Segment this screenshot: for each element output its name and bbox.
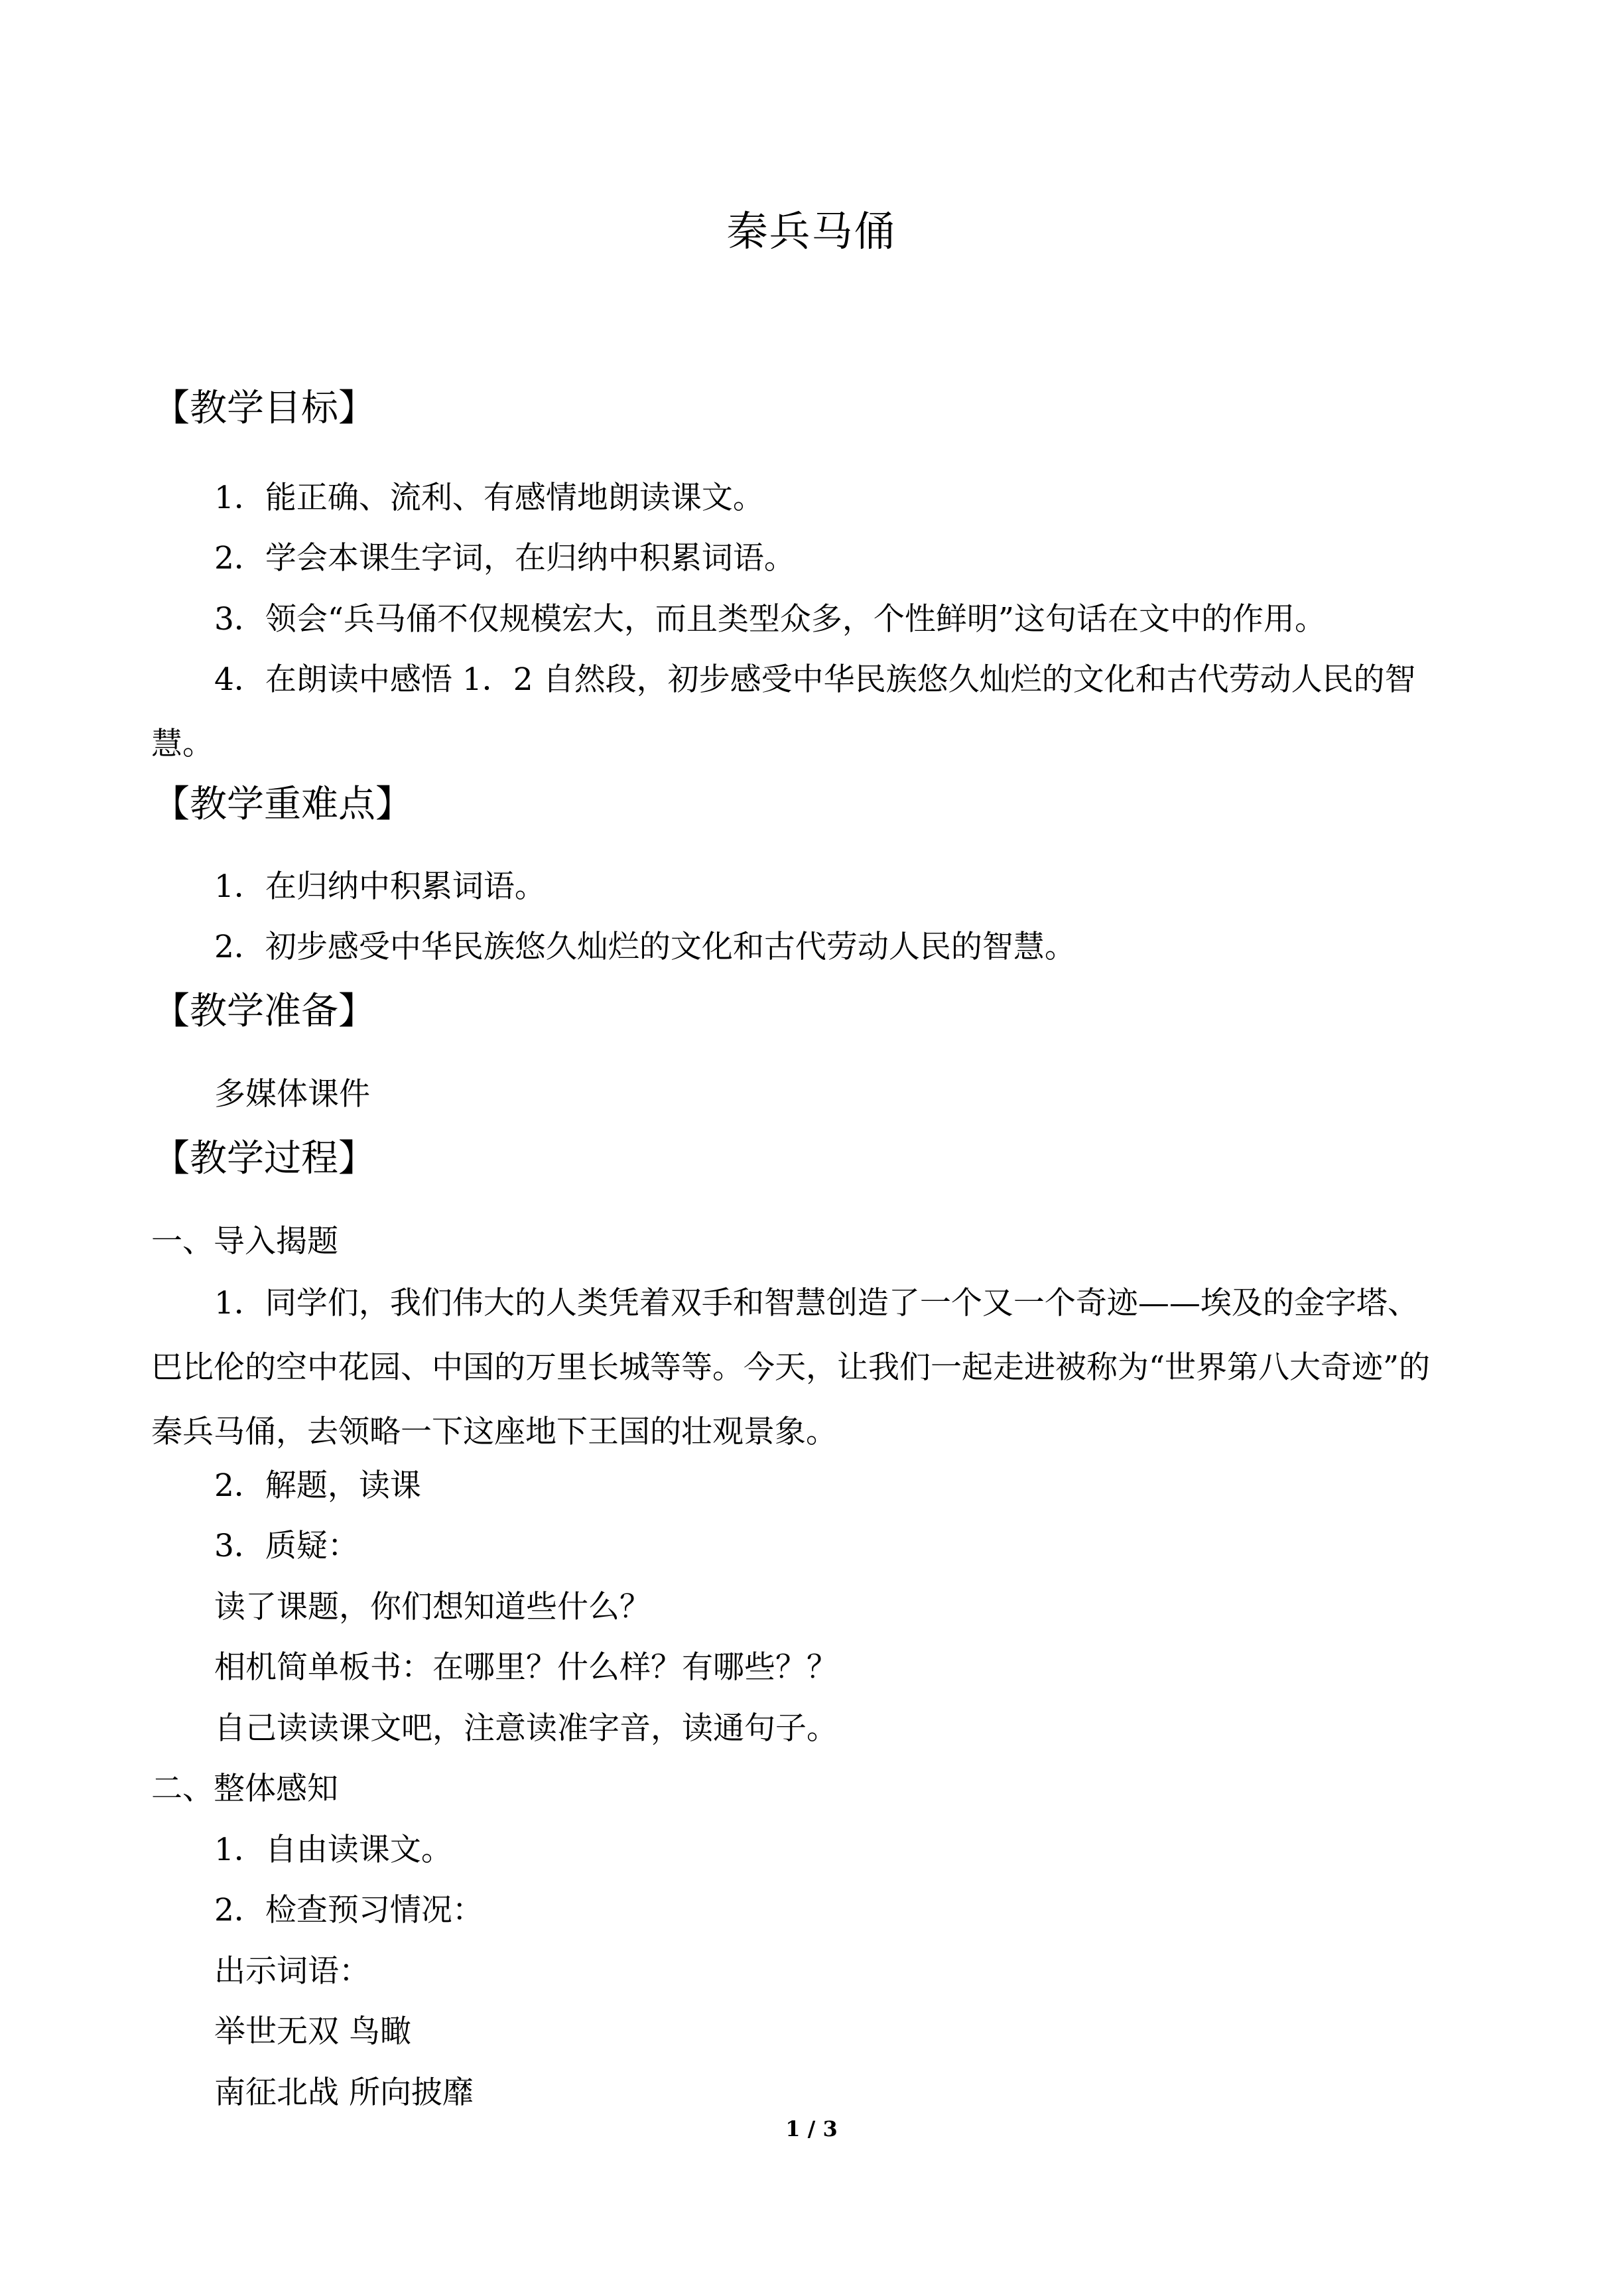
goal-item: 3．领会“兵马俑不仅规模宏大，而且类型众多，个性鲜明”这句话在文中的作用。 xyxy=(214,601,1326,638)
process-part-title: 二、整体感知 xyxy=(151,1771,338,1807)
page-number: 1 / 3 xyxy=(785,2116,838,2141)
vocabulary-line: 举世无双 鸟瞰 xyxy=(214,2013,411,2050)
process-part-title: 一、导入揭题 xyxy=(151,1223,338,1260)
section-heading-key-points: 【教学重难点】 xyxy=(153,783,413,826)
process-paragraph: 自己读读课文吧，注意读准字音，读通句子。 xyxy=(214,1710,838,1747)
process-paragraph: 出示词语： xyxy=(214,1953,370,1990)
preparation-text: 多媒体课件 xyxy=(214,1076,370,1113)
process-paragraph: 2．解题，读课 xyxy=(214,1467,421,1504)
vocabulary-line: 南征北战 所向披靡 xyxy=(214,2074,474,2111)
process-paragraph: 读了课题，你们想知道些什么？ xyxy=(214,1589,651,1625)
process-paragraph: 3．质疑： xyxy=(214,1528,359,1564)
process-paragraph: 1．同学们，我们伟大的人类凭着双手和智慧创造了一个又一个奇迹——埃及的金字塔、巴比伦的空中花园、中国的万里长城等等。今天，让我们一起走进被称为“世界第八大奇迹”的秦兵马俑，去领略一下这座地下王国的壮观景象。 xyxy=(151,1285,1431,1450)
key-point-item: 2．初步感受中华民族悠久灿烂的文化和古代劳动人民的智慧。 xyxy=(214,929,1076,965)
process-paragraph: 2．检查预习情况： xyxy=(214,1892,484,1928)
page-title: 秦兵马俑 xyxy=(726,207,897,255)
goal-item: 2．学会本课生字词，在归纳中积累词语。 xyxy=(214,540,795,576)
section-heading-preparation: 【教学准备】 xyxy=(153,990,375,1033)
process-paragraph: 1．自由读课文。 xyxy=(214,1832,452,1868)
goal-item: 1．能正确、流利、有感情地朗读课文。 xyxy=(214,480,764,516)
process-paragraph: 相机简单板书：在哪里？什么样？有哪些？？ xyxy=(214,1649,838,1686)
key-point-item: 1．在归纳中积累词语。 xyxy=(214,868,546,905)
goal-item: 4．在朗读中感悟 1．2 自然段，初步感受中华民族悠久灿烂的文化和古代劳动人民的智慧。 xyxy=(151,661,1416,762)
section-heading-goals: 【教学目标】 xyxy=(153,387,375,430)
section-heading-process: 【教学过程】 xyxy=(153,1137,375,1180)
